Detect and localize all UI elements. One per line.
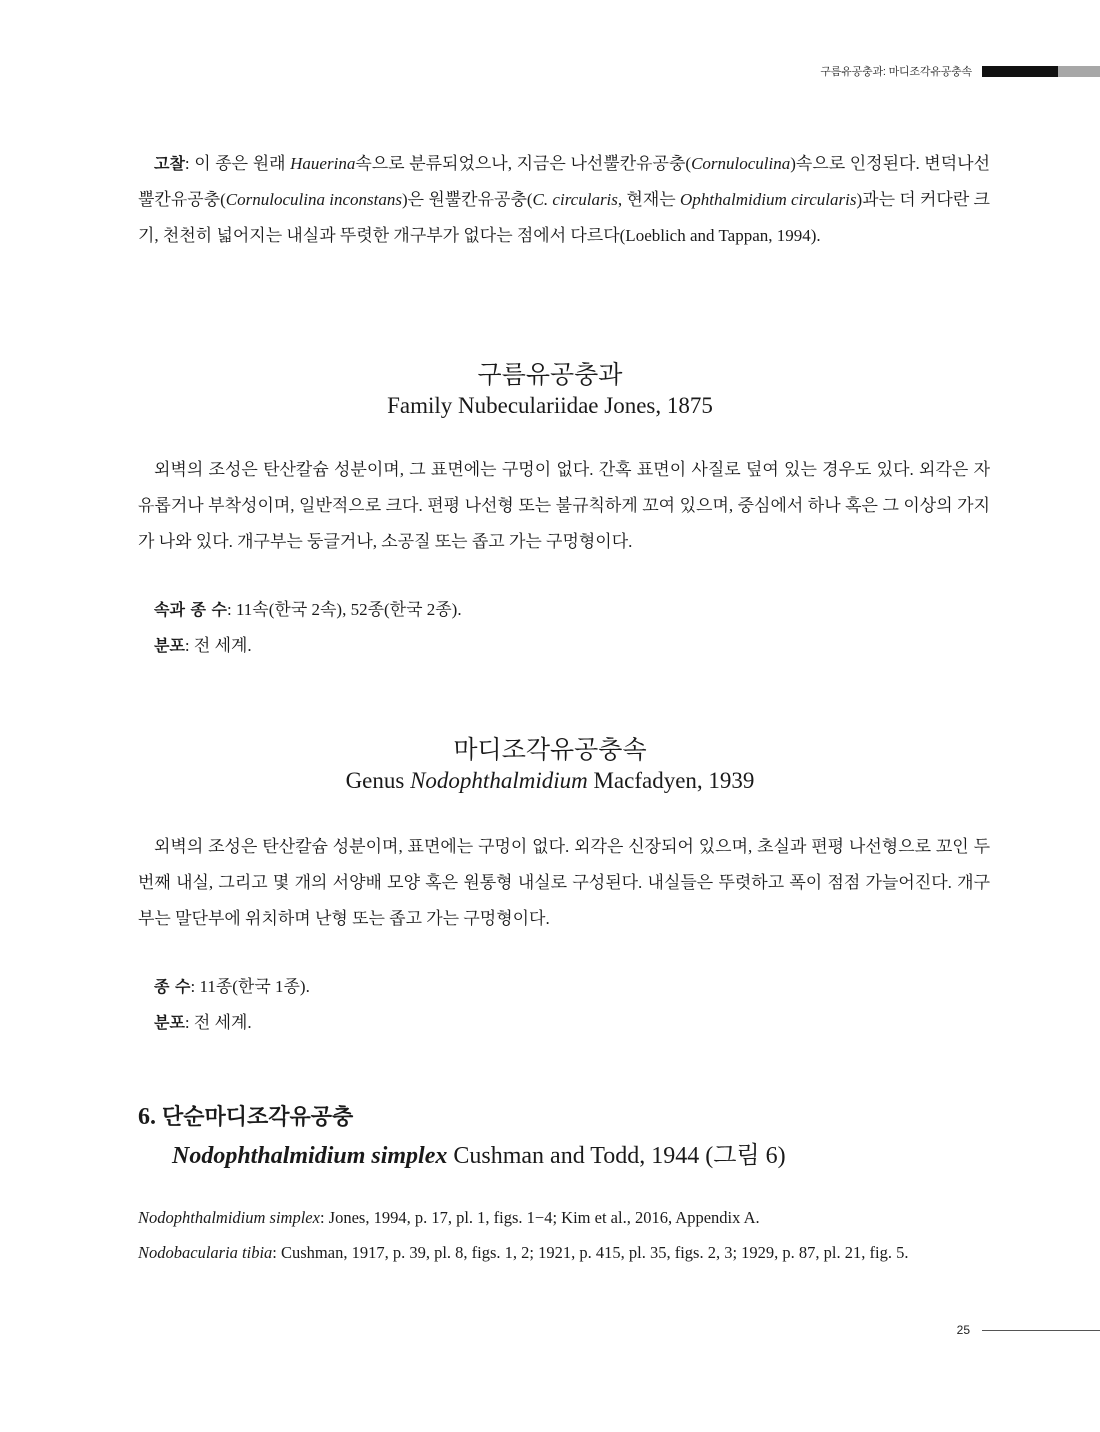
family-title-korean: 구름유공충과 (477, 362, 623, 389)
species-heading-line2 (138, 1137, 786, 1175)
genus-name: Hauerina (290, 154, 356, 173)
running-title: 구름유공충과: 마디조각유공충속 (820, 66, 972, 78)
family-distribution-line: 분포: 전 세계. (154, 636, 252, 655)
footer-rule (982, 1330, 1100, 1331)
species-name: Ophthalmidium circularis (680, 190, 857, 209)
genus-count-line: 종 수: 11종(한국 1종). (154, 977, 310, 996)
species-heading-line1: 6. 단순마디조각유공충 (138, 1104, 354, 1130)
family-facts (154, 592, 462, 664)
figure-reference: (그림 6) (699, 1143, 786, 1169)
genus-facts (154, 969, 310, 1041)
synonymy-list (138, 1200, 990, 1270)
header-bar-black (982, 66, 1058, 77)
species-name: C. circularis (532, 190, 618, 209)
header-bar-gray (1058, 66, 1100, 77)
remarks-paragraph: 고찰: 이 종은 원래 Hauerina속으로 분류되었으나, 지금은 나선뿔칸유공충(Cornuloculina)속으로 인정된다. 변덕나선뿔칸유공충(Cornuloculina inconstans)은 원뿔칸유공충(C. circularis, 현재는 Ophthalmidium circularis)과는 더 커다란 크기, 천천히 넓어지는 내실과 뚜렷한 개구부가 없다는 점에서 다르다(Loeblich and Tappan, 1994). (138, 154, 990, 245)
species-scientific-name: Nodophthalmidium simplex (172, 1143, 448, 1169)
genus-description: 외벽의 조성은 탄산칼슘 성분이며, 표면에는 구멍이 없다. 외각은 신장되어 있으며, 초실과 편평 나선형으로 꼬인 두 번째 내실, 그리고 몇 개의 서양배 모양 혹은 원통형 내실로 구성된다. 내실들은 뚜렷하고 폭이 점점 가늘어진다. 개구부는 말단부에 위치하며 난형 또는 좁고 가는 구멍형이다. (138, 837, 990, 928)
genus-title-korean: 마디조각유공충속 (453, 737, 647, 764)
synonymy-entry: Nodophthalmidium simplex: Jones, 1994, p. 17, pl. 1, figs. 1−4; Kim et al., 2016, Appendix A. (138, 1208, 760, 1227)
genus-distribution-line: 분포: 전 세계. (154, 1013, 252, 1032)
family-count-line: 속과 종 수: 11속(한국 2속), 52종(한국 2종). (154, 600, 462, 619)
family-description: 외벽의 조성은 탄산칼슘 성분이며, 그 표면에는 구멍이 없다. 간혹 표면이 사질로 덮여 있는 경우도 있다. 외각은 자유롭거나 부착성이며, 일반적으로 크다. 편평 나선형 또는 불규칙하게 꼬여 있으며, 중심에서 하나 혹은 그 이상의 가지가 나와 있다. 개구부는 둥글거나, 소공질 또는 좁고 가는 구멍형이다. (138, 460, 990, 551)
species-author: Cushman and Todd, 1944 (447, 1143, 700, 1169)
page-number: 25 (956, 1323, 970, 1337)
remarks-label: 고찰 (154, 154, 185, 173)
species-heading (138, 1098, 786, 1175)
family-title-english: Family Nubeculariidae Jones, 1875 (387, 393, 713, 418)
genus-name: Cornuloculina (691, 154, 791, 173)
page-footer (957, 1323, 1100, 1337)
species-korean-name: 단순마디조각유공충 (162, 1105, 354, 1130)
running-header (820, 64, 1100, 78)
genus-title-english: Genus Nodophthalmidium Macfadyen, 1939 (345, 768, 755, 793)
synonymy-entry: Nodobacularia tibia: Cushman, 1917, p. 39, pl. 8, figs. 1, 2; 1921, p. 415, pl. 35, figs. 2, 3; 1929, p. 87, pl. 21, fig. 5. (138, 1243, 909, 1262)
species-name: Cornuloculina inconstans (225, 190, 402, 209)
